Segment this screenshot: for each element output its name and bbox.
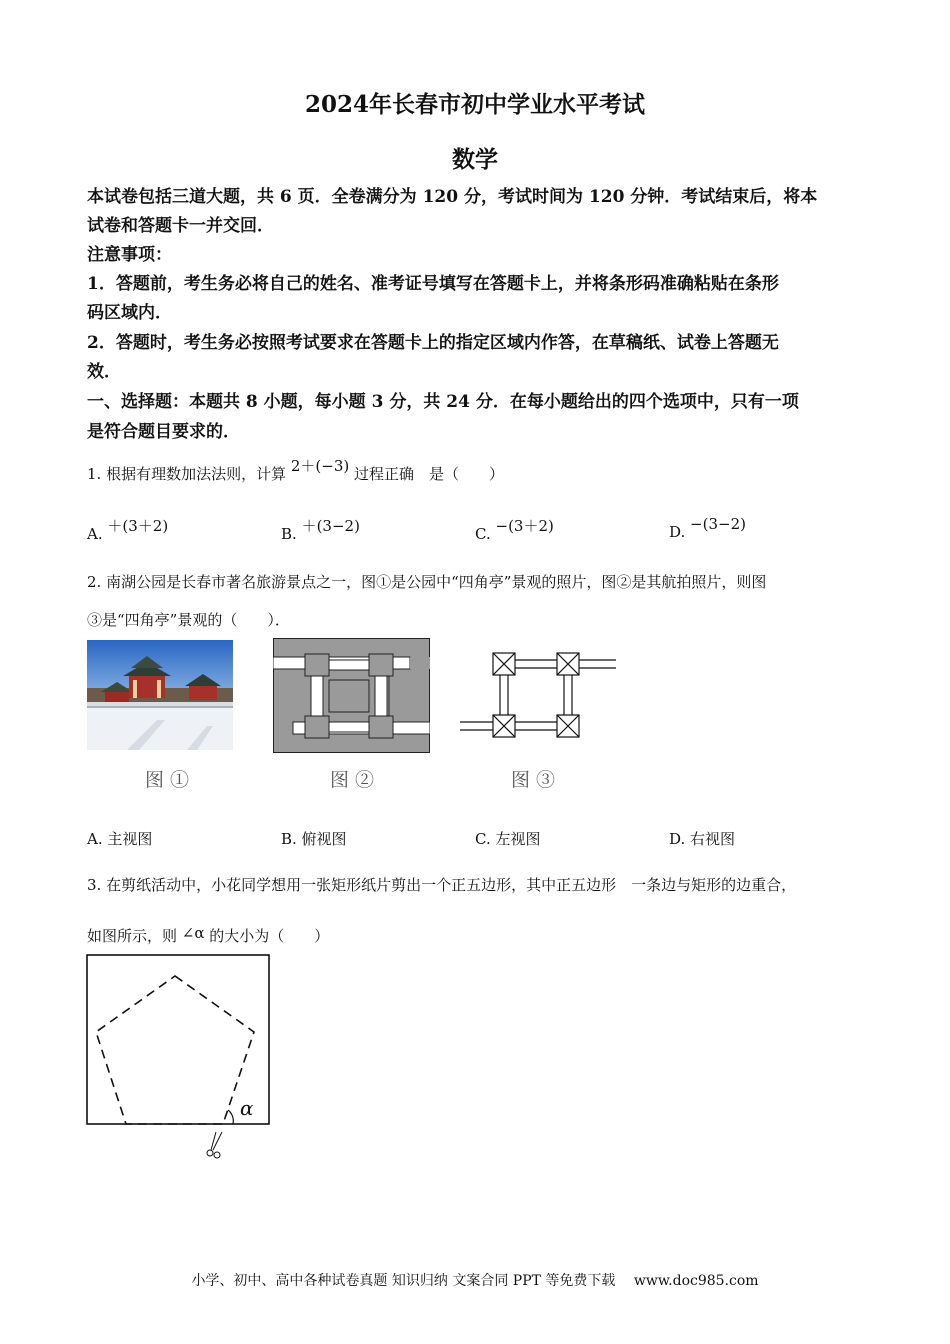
pentagon-cut-figure — [86, 954, 276, 1164]
question-2-option-b[interactable]: B. 俯视图 — [281, 830, 347, 848]
exam-title: 2024年长春市初中学业水平考试 — [304, 91, 645, 118]
note-2-line-2: 效． — [87, 362, 121, 382]
question-3-stem-line-1: 3. 在剪纸活动中，小花同学想用一张矩形纸片剪出一个正五边形，其中正五边形 一条边与矩形的边重合， — [87, 876, 797, 894]
intro-line-1: 本试卷包括三道大题，共 6 页．全卷满分为 120 分，考试时间为 120 分钟．考试结束后，将本 — [87, 187, 818, 207]
question-1-option-b[interactable] — [281, 517, 360, 544]
note-1-line-1: 1．答题前，考生务必将自己的姓名、准考证号填写在答题卡上，并将条形码准确粘贴在条形 — [87, 274, 779, 294]
question-2-stem-line-2: ③是“四角亭”景观的（ ）． — [87, 611, 290, 629]
question-1-stem — [87, 457, 877, 484]
note-1-line-2: 码区域内． — [87, 303, 172, 323]
note-2-line-1: 2．答题时，考生务必按照考试要求在答题卡上的指定区域内作答，在草稿纸、试卷上答题无 — [87, 333, 779, 353]
option-d-label: D. — [669, 523, 686, 541]
question-2-option-d[interactable]: D. 右视图 — [669, 830, 736, 848]
caption-figure-1: 图 ① — [145, 769, 190, 791]
question-1-option-d[interactable] — [669, 515, 746, 541]
aerial-view-figure — [273, 638, 430, 753]
caption-figure-2: 图 ② — [330, 769, 375, 791]
pavilion-photo — [87, 640, 233, 750]
question-1-option-c[interactable] — [475, 517, 554, 544]
question-1-option-a[interactable] — [87, 517, 169, 544]
alpha-label: α — [240, 1096, 254, 1120]
option-b-expression: ＋(3−2) — [301, 517, 360, 535]
question-2-option-c[interactable]: C. 左视图 — [475, 830, 541, 848]
option-a-expression: ＋(3＋2) — [107, 517, 169, 535]
angle-alpha-symbol: ∠α — [181, 924, 205, 942]
question-2-option-a[interactable]: A. 主视图 — [87, 830, 153, 848]
intro-line-2: 试卷和答题卡一并交回． — [87, 216, 274, 236]
question-3-stem-after: 的大小为（ ） — [209, 927, 330, 945]
question-3-stem-line-2 — [87, 925, 877, 946]
scissors-icon — [207, 1132, 222, 1158]
caption-figure-3: 图 ③ — [511, 769, 556, 791]
notice-title: 注意事项： — [87, 245, 172, 265]
subject-title: 数学 — [452, 146, 498, 173]
line-drawing-figure — [460, 645, 618, 745]
question-1-expression: 2＋(−3) — [290, 457, 350, 475]
question-1-stem-after: 过程正确 是（ ） — [354, 465, 505, 483]
question-3-stem-before: 如图所示，则 — [87, 927, 178, 945]
section-1-line-2: 是符合题目要求的． — [87, 422, 240, 442]
option-c-expression: −(3＋2) — [495, 517, 554, 535]
option-a-label: A. — [87, 525, 103, 543]
question-2-stem-line-1: 2. 南湖公园是长春市著名旅游景点之一，图①是公园中“四角亭”景观的照片，图②是其航拍照片，则图 — [87, 573, 767, 591]
question-1-stem-before: 1. 根据有理数加法法则，计算 — [87, 465, 287, 483]
option-d-expression: −(3−2) — [690, 515, 746, 533]
option-b-label: B. — [281, 525, 297, 543]
footer-text: 小学、初中、高中各种试卷真题 知识归纳 文案合同 PPT 等免费下载 www.doc985.com — [191, 1273, 759, 1289]
section-1-line-1: 一、选择题：本题共 8 小题，每小题 3 分，共 24 分．在每小题给出的四个选项中，只有一项 — [87, 392, 799, 412]
option-c-label: C. — [475, 525, 491, 543]
